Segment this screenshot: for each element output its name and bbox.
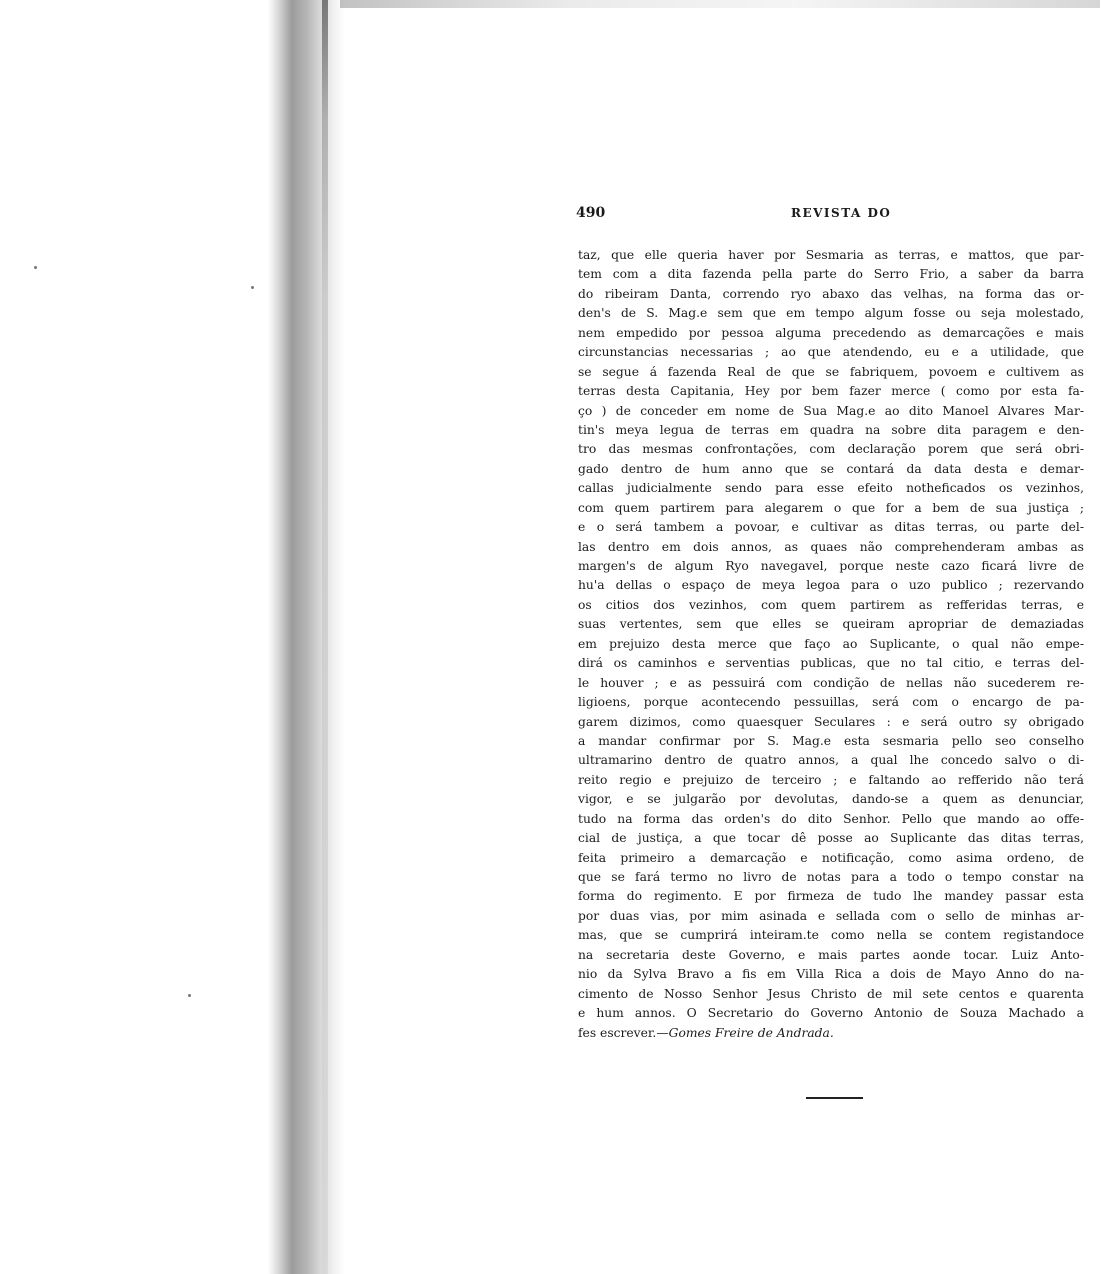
text-line: reito regio e prejuizo de terceiro ; e faltando ao refferido não terá (578, 772, 1084, 787)
text-lines (578, 246, 1084, 1024)
text-line: ultramarino dentro de quatro annos, a qual lhe concedo salvo o di- (578, 753, 1084, 768)
text-line: na secretaria deste Governo, e mais partes aonde tocar. Luiz Anto- (578, 947, 1084, 962)
text-line: mas, que se cumprirá inteiram.te como nella se contem registandoce (578, 928, 1084, 943)
text-line: a mandar confirmar por S. Mag.e esta sesmaria pello seo conselho (578, 733, 1084, 748)
text-line: se segue á fazenda Real de que se fabriquem, povoem e cultivem as (578, 364, 1084, 379)
body-text (578, 246, 1084, 1043)
running-title: REVISTA DO (791, 206, 892, 220)
text-line: ligioens, porque acontecendo pessuillas, será com o encargo de pa- (578, 695, 1084, 710)
text-line: circunstancias necessarias ; ao que atendendo, eu e a utilidade, que (578, 345, 1084, 360)
text-line: tro das mesmas confrontações, com declaração porem que será obri- (578, 442, 1084, 457)
text-line: nem empedido por pessoa alguma precedendo as demarcações e mais (578, 325, 1084, 340)
closing-text: fes escrever.— (578, 1025, 669, 1040)
scan-top-edge (340, 0, 1100, 8)
text-line: e hum annos. O Secretario do Governo Antonio de Souza Machado a (578, 1006, 1084, 1021)
page-header (576, 205, 1084, 227)
text-line: em prejuizo desta merce que faço ao Suplicante, o qual não empe- (578, 636, 1084, 651)
end-rule (806, 1097, 863, 1099)
book-gutter-shadow (0, 0, 345, 1274)
text-line: hu'a dellas o espaço de meya legoa para o uzo publico ; rezervando (578, 578, 1084, 593)
text-line: ço ) de conceder em nome de Sua Mag.e ao dito Manoel Alvares Mar- (578, 403, 1084, 418)
text-line: com quem partirem para alegarem o que for a bem de sua justiça ; (578, 500, 1084, 515)
text-line: nio da Sylva Bravo a fis em Villa Rica a dois de Mayo Anno do na- (578, 967, 1084, 982)
scan-speck (251, 286, 254, 289)
text-line: os citios dos vezinhos, com quem partirem as refferidas terras, e (578, 597, 1084, 612)
text-line: e o será tambem a povoar, e cultivar as ditas terras, ou parte del- (578, 520, 1084, 535)
closing-line (578, 1024, 1084, 1043)
scan-speck (188, 994, 191, 997)
text-line: por duas vias, por mim asinada e sellada com o sello de minhas ar- (578, 908, 1084, 923)
text-line: tin's meya legua de terras em quadra na sobre dita paragem e den- (578, 422, 1084, 437)
text-line: taz, que elle queria haver por Sesmaria as terras, e mattos, que par- (578, 248, 1084, 262)
text-line: las dentro em dois annos, as quaes não comprehenderam ambas as (578, 539, 1084, 554)
text-line: terras desta Capitania, Hey por bem fazer merce ( como por esta fa- (578, 384, 1084, 399)
page-number: 490 (576, 205, 606, 221)
text-line: do ribeiram Danta, correndo ryo abaxo das velhas, na forma das or- (578, 286, 1084, 301)
text-line: gado dentro de hum anno que se contará da data desta e demar- (578, 461, 1084, 476)
text-line: suas vertentes, sem que elles se queiram apropriar de demaziadas (578, 617, 1084, 632)
text-line: cial de justiça, a que tocar dê posse ao Suplicante das ditas terras, (578, 831, 1084, 846)
text-line: garem dizimos, como quaesquer Seculares : e será outro sy obrigado (578, 714, 1084, 729)
text-line: tudo na forma das orden's do dito Senhor. Pello que mando ao offe- (578, 811, 1084, 826)
text-line: feita primeiro a demarcação e notificação, como asima ordeno, de (578, 850, 1084, 865)
text-line: callas judicialmente sendo para esse efeito notheficados os vezinhos, (578, 481, 1084, 496)
text-line: tem com a dita fazenda pella parte do Serro Frio, a saber da barra (578, 267, 1084, 282)
signature: Gomes Freire de Andrada. (668, 1025, 834, 1040)
text-line: dirá os caminhos e serventias publicas, que no tal citio, e terras del- (578, 656, 1084, 671)
scan-speck (34, 266, 37, 269)
text-line: margen's de algum Ryo navegavel, porque neste cazo ficará livre de (578, 559, 1084, 573)
text-line: den's de S. Mag.e sem que em tempo algum fosse ou seja molestado, (578, 306, 1084, 321)
text-line: forma do regimento. E por firmeza de tudo lhe mandey passar esta (578, 889, 1084, 904)
text-line: cimento de Nosso Senhor Jesus Christo de mil sete centos e quarenta (578, 986, 1084, 1001)
binding-edge (322, 0, 328, 1274)
text-line: vigor, e se julgarão por devolutas, dando-se a quem as denunciar, (578, 792, 1084, 807)
text-line: le houver ; e as pessuirá com condição de nellas não sucederem re- (578, 675, 1084, 690)
text-line: que se fará termo no livro de notas para a todo o tempo constar na (578, 870, 1084, 884)
